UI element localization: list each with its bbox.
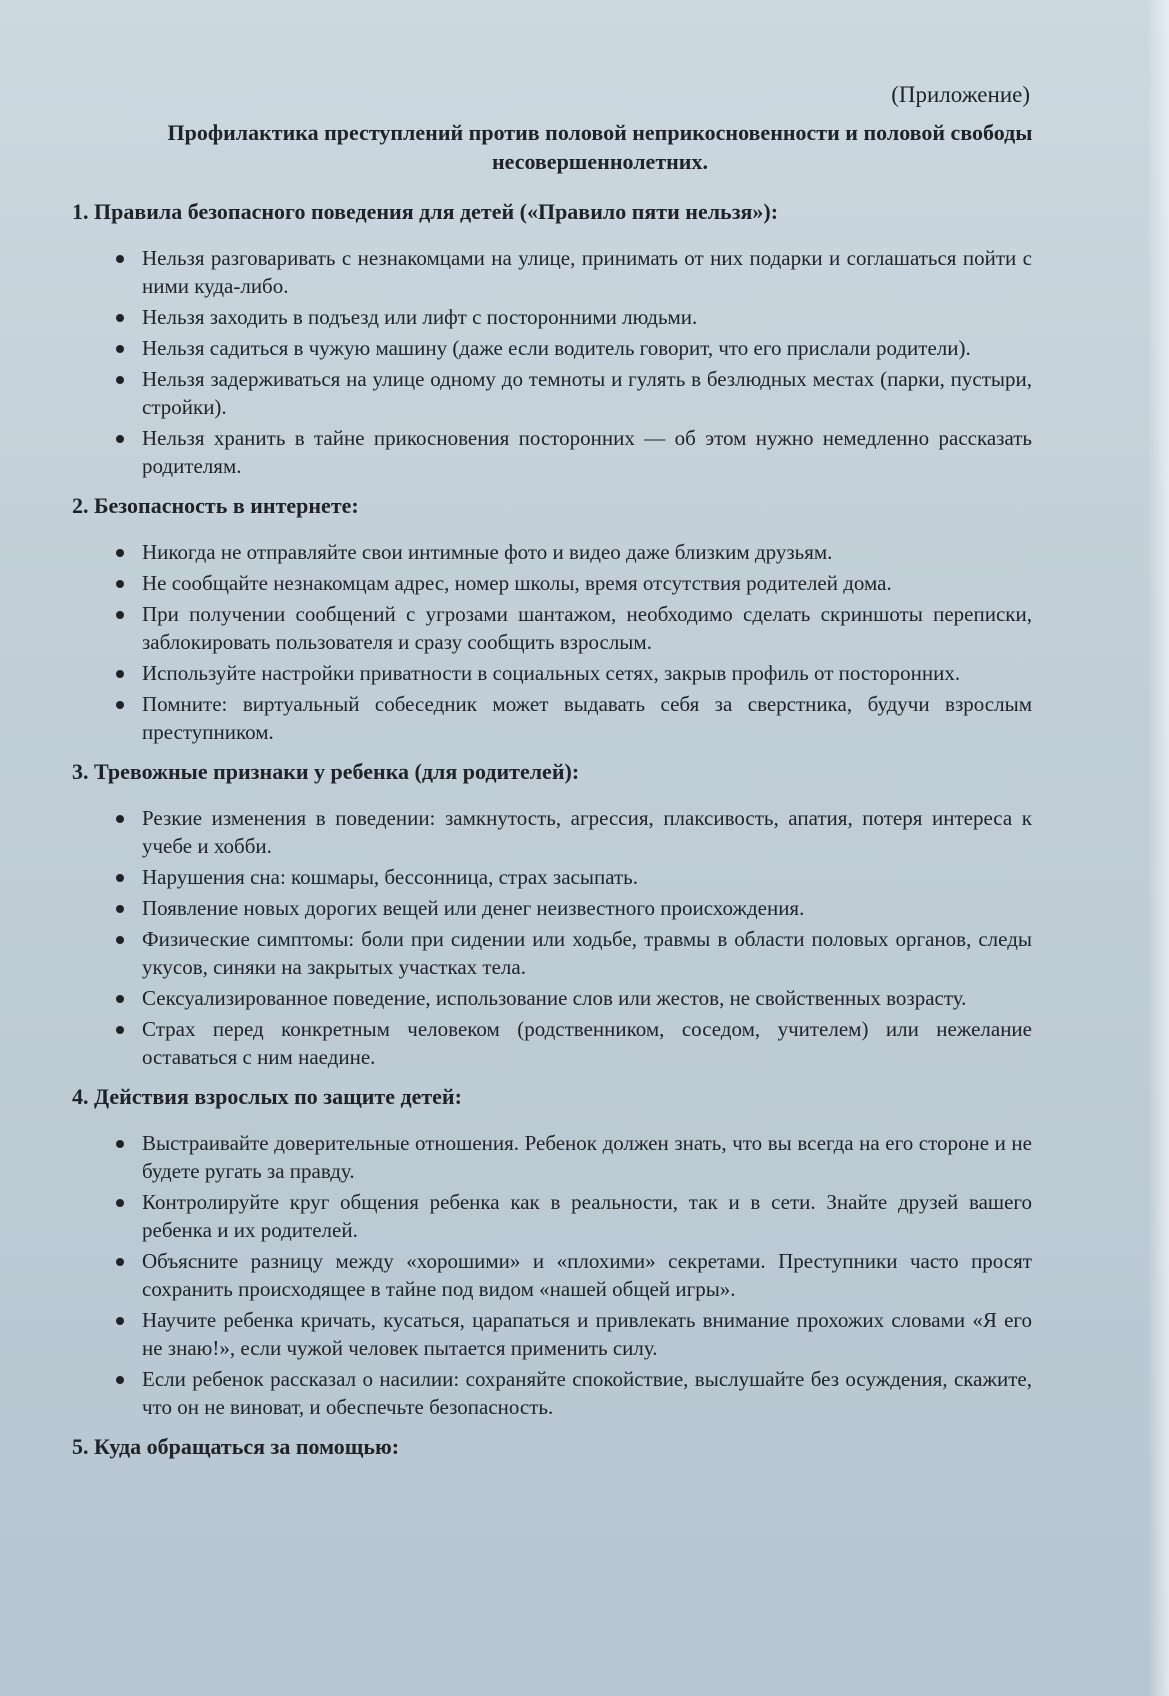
list-item <box>72 600 1032 656</box>
bullet-icon <box>116 611 124 619</box>
list-item <box>72 984 1032 1012</box>
list-item-text: Нарушения сна: кошмары, бессонница, страх засыпать. <box>142 865 638 889</box>
list-item-text: Используйте настройки приватности в социальных сетях, закрыв профиль от посторонних. <box>142 661 961 685</box>
list-item <box>72 1306 1032 1362</box>
list-item-text: Помните: виртуальный собеседник может выдавать себя за сверстника, будучи взрослым преступником. <box>142 692 1032 744</box>
bullet-icon <box>116 580 124 588</box>
list-item <box>72 365 1032 421</box>
bullet-icon <box>116 376 124 384</box>
bullet-icon <box>116 1317 124 1325</box>
list-item <box>72 1188 1032 1244</box>
bullet-list <box>72 244 1032 480</box>
bullet-list <box>72 1129 1032 1421</box>
bullet-icon <box>116 1140 124 1148</box>
list-item-text: Если ребенок рассказал о насилии: сохраняйте спокойствие, выслушайте без осуждения, скажите, что он не виноват, и обеспечьте безопасность. <box>142 1367 1032 1419</box>
list-item-text: Нельзя заходить в подъезд или лифт с посторонними людьми. <box>142 305 698 329</box>
list-item <box>72 1247 1032 1303</box>
list-item <box>72 659 1032 687</box>
list-item-text: Нельзя задерживаться на улице одному до темноты и гулять в безлюдных местах (парки, пустыри, стройки). <box>142 367 1032 419</box>
list-item-text: Появление новых дорогих вещей или денег неизвестного происхождения. <box>142 896 805 920</box>
document-body <box>72 198 1032 1479</box>
bullet-icon <box>116 701 124 709</box>
bullet-list <box>72 804 1032 1071</box>
list-item <box>72 690 1032 746</box>
section-internet-safety <box>72 492 1032 746</box>
bullet-icon <box>116 995 124 1003</box>
bullet-list <box>72 538 1032 746</box>
list-item-text: Нельзя хранить в тайне прикосновения посторонних — об этом нужно немедленно рассказать родителям. <box>142 426 1032 478</box>
section-adult-actions <box>72 1083 1032 1421</box>
list-item <box>72 894 1032 922</box>
list-item-text: Нельзя разговаривать с незнакомцами на улице, принимать от них подарки и соглашаться пойти с ними куда-либо. <box>142 246 1032 298</box>
section-heading: 3. Тревожные признаки у ребенка (для родителей): <box>72 759 580 784</box>
list-item-text: Физические симптомы: боли при сидении или ходьбе, травмы в области половых органов, следы укусов, синяки на закрытых участках тела. <box>142 927 1032 979</box>
bullet-icon <box>116 1199 124 1207</box>
section-warning-signs <box>72 758 1032 1071</box>
document-title: Профилактика преступлений против половой неприкосновенности и половой свободы несовершеннолетних. <box>167 120 1033 174</box>
list-item <box>72 334 1032 362</box>
list-item-text: Нельзя садиться в чужую машину (даже если водитель говорит, что его прислали родители). <box>142 336 971 360</box>
bullet-icon <box>116 435 124 443</box>
bullet-icon <box>116 874 124 882</box>
bullet-icon <box>116 345 124 353</box>
list-item <box>72 1015 1032 1071</box>
list-item-text: Резкие изменения в поведении: замкнутость, агрессия, плаксивость, апатия, потеря интереса к учебе и хобби. <box>142 806 1032 858</box>
list-item-text: Страх перед конкретным человеком (родственником, соседом, учителем) или нежелание оставаться с ним наедине. <box>142 1017 1032 1069</box>
list-item-text: Объясните разницу между «хорошими» и «плохими» секретами. Преступники часто просят сохранить происходящее в тайне под видом «нашей общей игры». <box>142 1249 1032 1301</box>
list-item-text: Не сообщайте незнакомцам адрес, номер школы, время отсутствия родителей дома. <box>142 571 892 595</box>
list-item <box>72 1365 1032 1421</box>
section-heading: 4. Действия взрослых по защите детей: <box>72 1084 462 1109</box>
bullet-icon <box>116 1376 124 1384</box>
list-item <box>72 1129 1032 1185</box>
list-item <box>72 424 1032 480</box>
list-item-text: Никогда не отправляйте свои интимные фото и видео даже близким друзьям. <box>142 540 833 564</box>
list-item <box>72 569 1032 597</box>
section-where-to-get-help <box>72 1433 1032 1461</box>
list-item-text: Выстраивайте доверительные отношения. Ребенок должен знать, что вы всегда на его стороне и не будете ругать за правду. <box>142 1131 1032 1183</box>
section-heading: 1. Правила безопасного поведения для детей («Правило пяти нельзя»): <box>72 199 779 224</box>
list-item-text: Контролируйте круг общения ребенка как в реальности, так и в сети. Знайте друзей вашего ребенка и их родителей. <box>142 1190 1032 1242</box>
appendix-label: (Приложение) <box>891 82 1030 107</box>
list-item <box>72 303 1032 331</box>
section-heading: 2. Безопасность в интернете: <box>72 493 359 518</box>
bullet-icon <box>116 936 124 944</box>
list-item <box>72 863 1032 891</box>
list-item <box>72 804 1032 860</box>
list-item-text: При получении сообщений с угрозами шантажом, необходимо сделать скриншоты переписки, заблокировать пользователя и сразу сообщить взрослым. <box>142 602 1032 654</box>
list-item <box>72 244 1032 300</box>
section-safety-rules <box>72 198 1032 480</box>
list-item <box>72 538 1032 566</box>
bullet-icon <box>116 1026 124 1034</box>
list-item-text: Сексуализированное поведение, использование слов или жестов, не свойственных возрасту. <box>142 986 967 1010</box>
section-heading: 5. Куда обращаться за помощью: <box>72 1434 400 1459</box>
bullet-icon <box>116 314 124 322</box>
bullet-icon <box>116 670 124 678</box>
bullet-icon <box>116 905 124 913</box>
bullet-icon <box>116 255 124 263</box>
list-item-text: Научите ребенка кричать, кусаться, царапаться и привлекать внимание прохожих словами «Я его не знаю!», если чужой человек пытается применить силу. <box>142 1308 1032 1360</box>
bullet-icon <box>116 549 124 557</box>
list-item <box>72 925 1032 981</box>
bullet-icon <box>116 815 124 823</box>
bullet-icon <box>116 1258 124 1266</box>
